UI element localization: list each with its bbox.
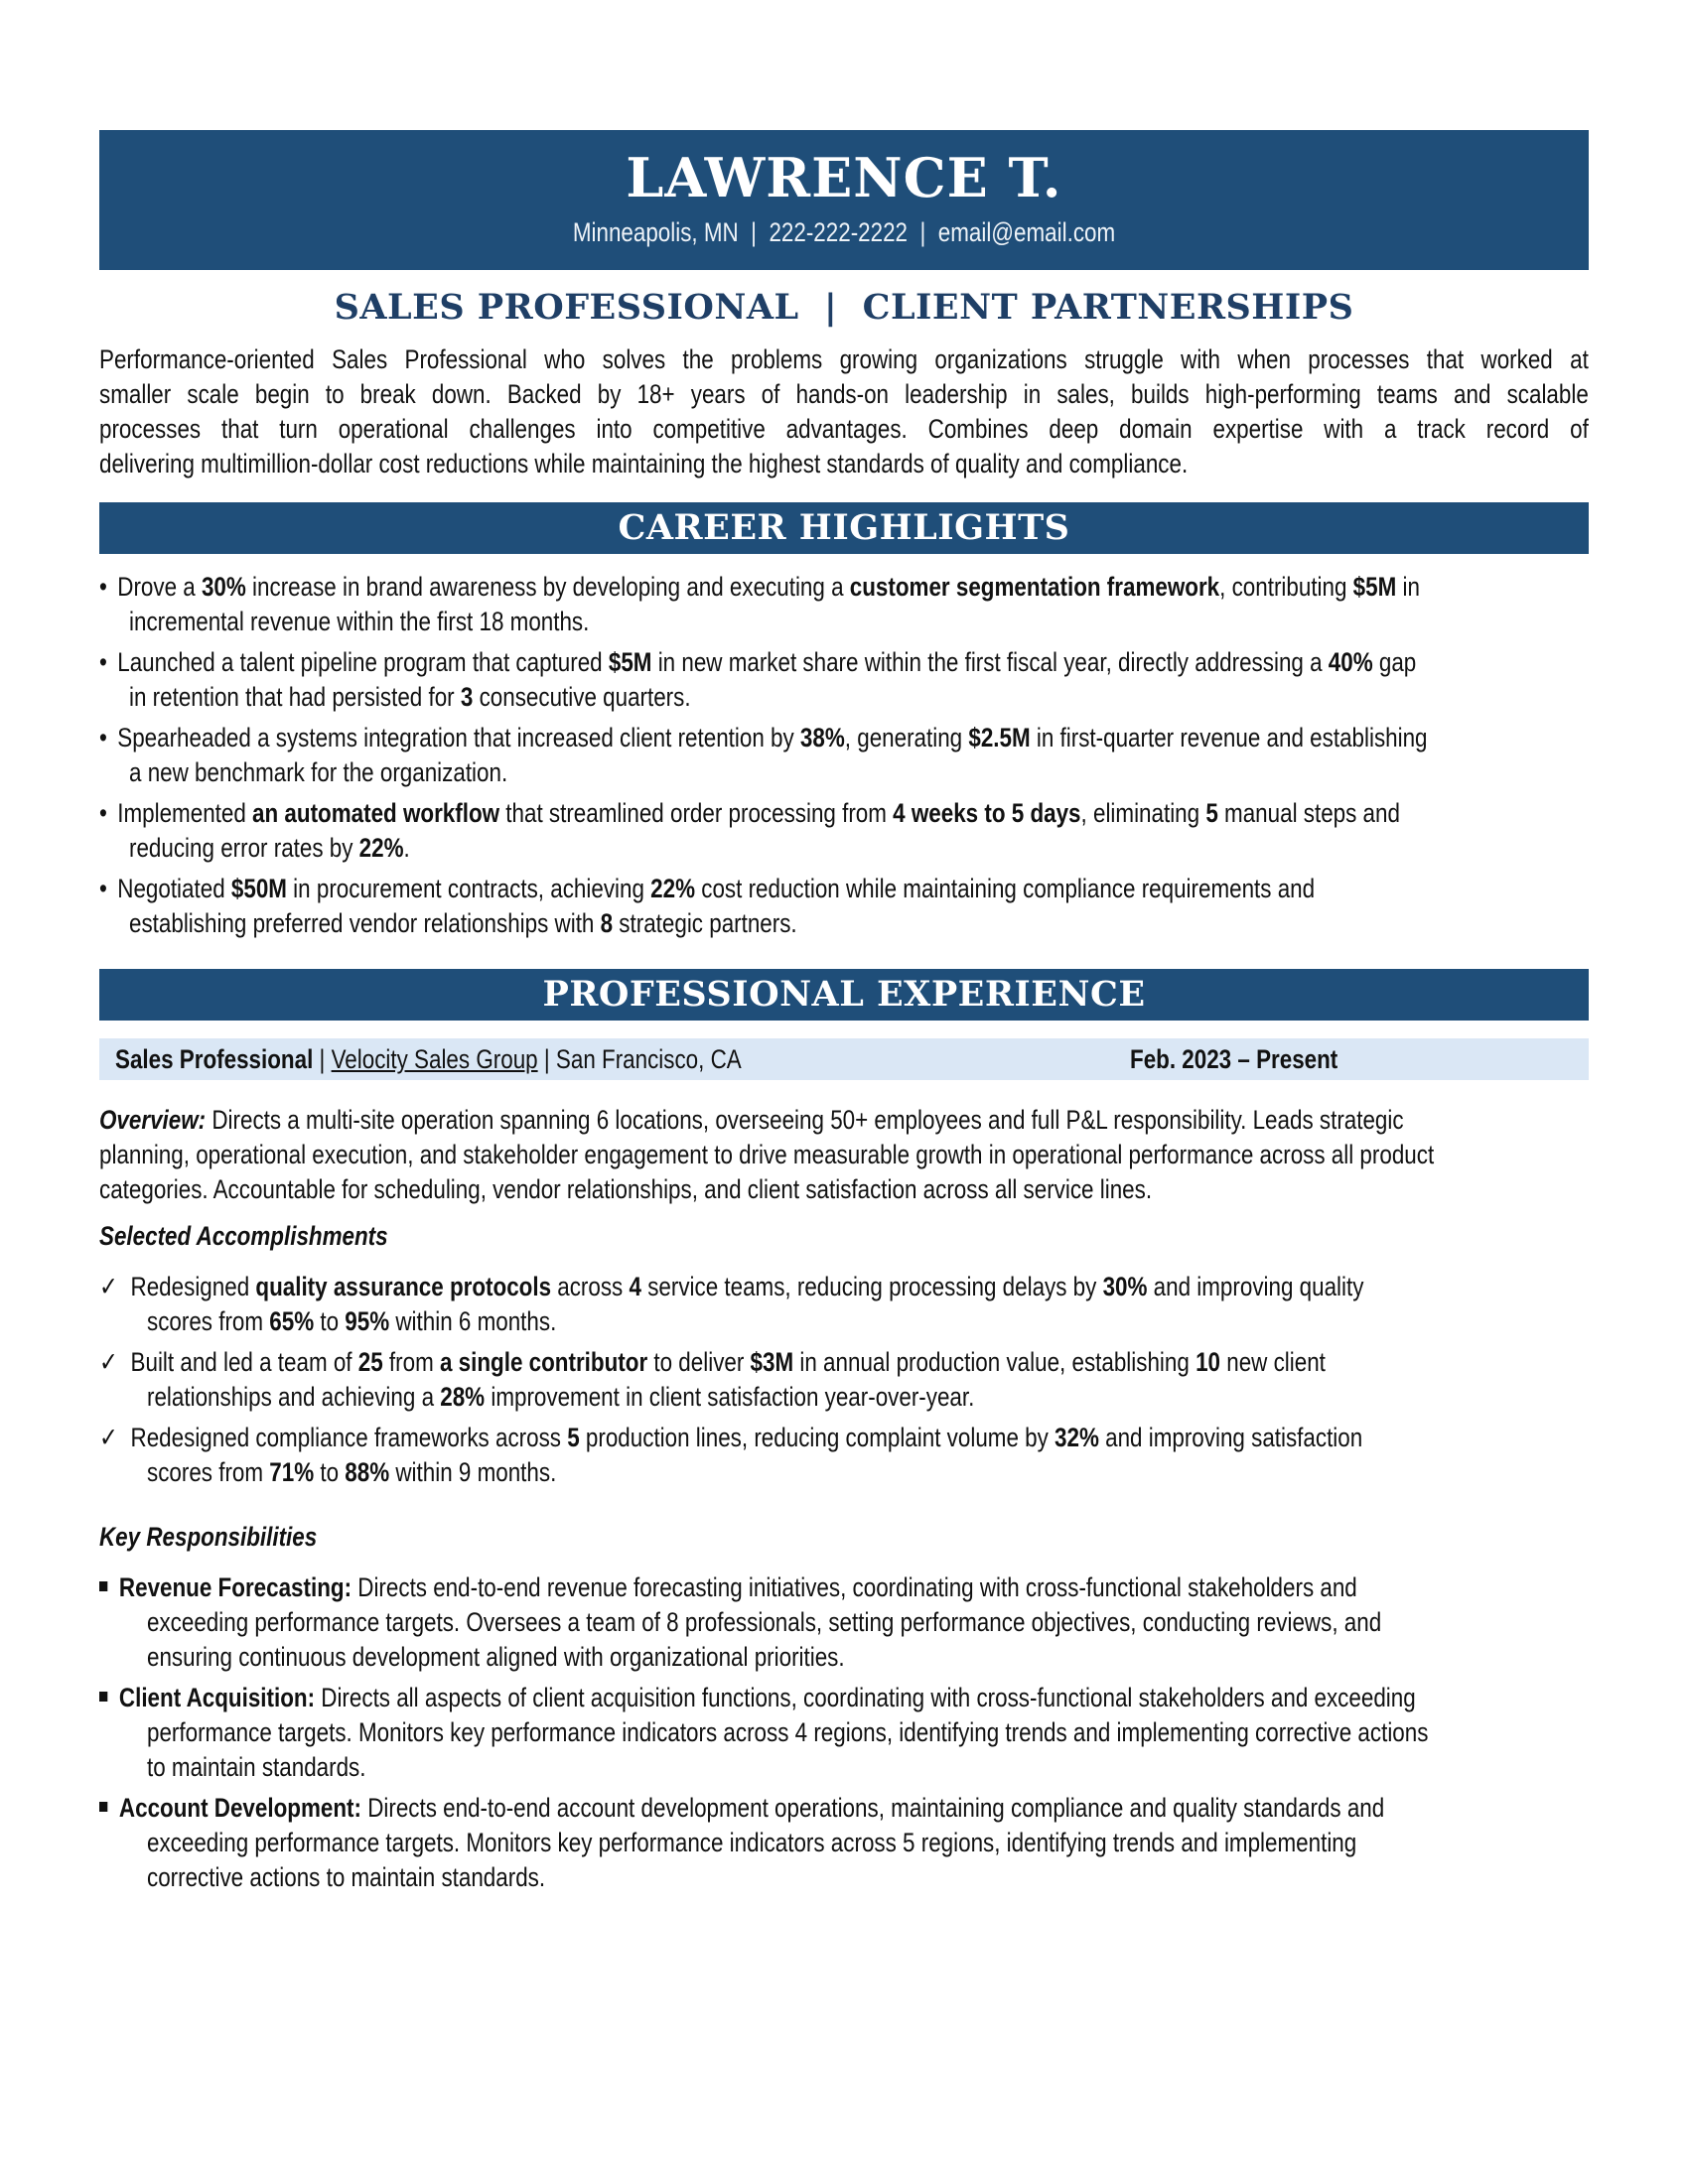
square-bullet-icon: [99, 1581, 107, 1591]
highlight-item-line: • Negotiated $50M in procurement contracts, achieving 22% cost reduction while maintaining compliance requirements and: [99, 872, 1315, 906]
highlight-item-line: incremental revenue within the first 18 months.: [129, 607, 590, 636]
highlight-item-line: reducing error rates by 22%.: [129, 833, 410, 863]
bullet-icon: •: [99, 798, 107, 828]
responsibility-item-line: Account Development: Directs end-to-end account development operations, maintaining compliance and quality standards and: [99, 1791, 1384, 1826]
summary-line: delivering multimillion-dollar cost reductions while maintaining the highest standards of quality and compliance.: [99, 449, 1189, 478]
responsibility-item-line: exceeding performance targets. Monitors key performance indicators across 5 regions, identifying trends and implementing: [147, 1828, 1357, 1857]
section-header-professional-experience: PROFESSIONAL EXPERIENCE: [99, 969, 1589, 1021]
accomplishment-item-line: scores from 71% to 88% within 9 months.: [147, 1457, 557, 1487]
overview-line: categories. Accountable for scheduling, vendor relationships, and client satisfaction across all service lines.: [99, 1174, 1153, 1204]
job-header-row: [99, 1038, 1589, 1080]
responsibilities-heading: Key Responsibilities: [99, 1522, 318, 1552]
checkmark-icon: ✓: [99, 1272, 118, 1301]
responsibility-item-line: Client Acquisition: Directs all aspects of client acquisition functions, coordinating with cross-functional stakeholders and exceeding: [99, 1681, 1416, 1715]
responsibility-item-line: performance targets. Monitors key performance indicators across 4 regions, identifying trends and implementing corrective actions: [147, 1717, 1429, 1747]
checkmark-icon: ✓: [99, 1347, 118, 1377]
square-bullet-icon: [99, 1692, 107, 1702]
job-title: Sales Professional: [115, 1044, 314, 1074]
responsibility-item-line: Revenue Forecasting: Directs end-to-end revenue forecasting initiatives, coordinating with cross-functional stakeholders and: [99, 1570, 1357, 1605]
responsibility-item-line: corrective actions to maintain standards.: [147, 1862, 546, 1892]
highlight-item-line: establishing preferred vendor relationships with 8 strategic partners.: [129, 908, 797, 938]
job-dates: Feb. 2023 – Present: [1130, 1044, 1338, 1074]
accomplishment-item-line: ✓ Built and led a team of 25 from a single contributor to deliver $3M in annual production value, establishing 10 new client: [99, 1345, 1326, 1380]
highlight-item-line: in retention that had persisted for 3 consecutive quarters.: [129, 682, 691, 712]
overview-line: Overview: Directs a multi-site operation spanning 6 locations, overseeing 50+ employees and full P&L responsibility. Leads strategic: [99, 1105, 1404, 1135]
bullet-icon: •: [99, 723, 107, 752]
company-link[interactable]: Velocity Sales Group: [331, 1044, 538, 1074]
highlight-item-line: • Launched a talent pipeline program that captured $5M in new market share within the first fiscal year, directly addressing a 40% gap: [99, 645, 1416, 680]
overview-line: planning, operational execution, and stakeholder engagement to drive measurable growth in operational performance across all product: [99, 1140, 1435, 1169]
accomplishment-item-line: ✓ Redesigned quality assurance protocols across 4 service teams, reducing processing delays by 30% and improving quality: [99, 1270, 1363, 1304]
highlight-item-line: • Spearheaded a systems integration that increased client retention by 38%, generating $2.5M in first-quarter revenue and establishing: [99, 721, 1428, 755]
responsibility-item-line: to maintain standards.: [147, 1752, 366, 1782]
candidate-name: LAWRENCE T.: [626, 146, 1062, 209]
summary-line: processes that turn operational challenges into competitive advantages. Combines deep domain expertise with a track record of: [99, 414, 1589, 444]
overview-label: Overview:: [99, 1105, 207, 1135]
accomplishment-item-line: scores from 65% to 95% within 6 months.: [147, 1306, 557, 1336]
bullet-icon: •: [99, 647, 107, 677]
summary-line: Performance-oriented Sales Professional who solves the problems growing organizations struggle with when processes that worked at: [99, 344, 1589, 374]
responsibility-item-line: exceeding performance targets. Oversees a team of 8 professionals, setting performance objectives, conducting reviews, and: [147, 1607, 1382, 1637]
accomplishment-item-line: relationships and achieving a 28% improvement in client satisfaction year-over-year.: [147, 1382, 975, 1412]
checkmark-icon: ✓: [99, 1423, 118, 1452]
job-location: San Francisco, CA: [555, 1044, 742, 1074]
professional-title: SALES PROFESSIONAL | CLIENT PARTNERSHIPS: [334, 287, 1354, 328]
highlight-item-line: • Implemented an automated workflow that streamlined order processing from 4 weeks to 5 days, eliminating 5 manual steps and: [99, 796, 1400, 831]
section-header-career-highlights: CAREER HIGHLIGHTS: [99, 502, 1589, 554]
square-bullet-icon: [99, 1802, 107, 1812]
job-heading: Sales Professional | Velocity Sales Group | San Francisco, CA: [115, 1044, 742, 1074]
accomplishments-heading: Selected Accomplishments: [99, 1221, 388, 1251]
bullet-icon: •: [99, 874, 107, 903]
highlight-item-line: • Drove a 30% increase in brand awareness by developing and executing a customer segmentation framework, contributing $5M in: [99, 570, 1420, 605]
header-band: [99, 130, 1589, 270]
accomplishment-item-line: ✓ Redesigned compliance frameworks across 5 production lines, reducing complaint volume by 32% and improving satisfaction: [99, 1421, 1362, 1455]
bullet-icon: •: [99, 572, 107, 602]
responsibility-item-line: ensuring continuous development aligned with organizational priorities.: [147, 1642, 845, 1672]
highlight-item-line: a new benchmark for the organization.: [129, 757, 508, 787]
summary-line: smaller scale begin to break down. Backed by 18+ years of hands-on leadership in sales, builds high-performing teams and scalable: [99, 379, 1589, 409]
contact-line: Minneapolis, MN | 222-222-2222 | email@email.com: [572, 217, 1116, 247]
